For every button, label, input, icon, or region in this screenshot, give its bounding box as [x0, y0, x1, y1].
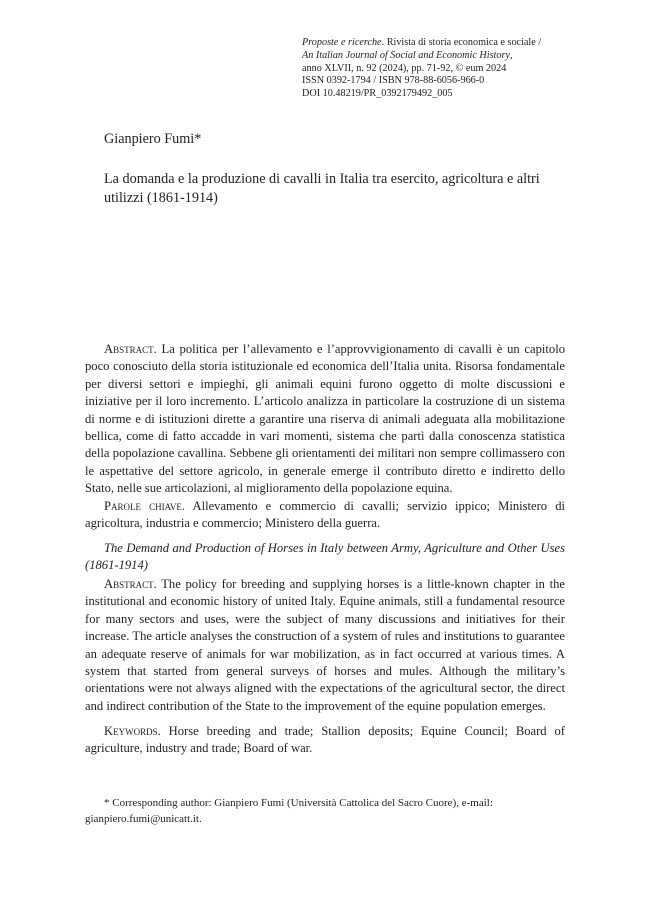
keywords-italian — [85, 498, 565, 533]
author-name: Gianpiero Fumi* — [104, 131, 202, 147]
journal-title-en: An Italian Journal of Social and Economic History — [302, 49, 510, 61]
journal-line-1 — [302, 37, 622, 50]
journal-header — [302, 37, 622, 101]
journal-description: . Rivista di storia economica e sociale / — [381, 37, 542, 48]
keywords-label-en: Keywords. — [104, 724, 161, 738]
abstract-text-en: The policy for breeding and supplying horses is a little-known chapter in the institutional and economic history of united Italy. Equine animals, still a fundamental resource for many sectors and uses, were the subject of many discussions and initiatives for their increase. The article analyses the construction of a system of rules and institutions to guarantee an adequate reserve of animals for war mobilization, as in fact occurred at various times. A system that started from general surveys of horses and mules. Although the military’s orientations were not always aligned with the expectations of the agricultural sector, the direct and indirect contribution of the State to the improvement of the equine population emerges. — [85, 577, 565, 713]
journal-line-2: An Italian Journal of Social and Economic History, — [302, 49, 513, 61]
journal-issue: anno XLVII, n. 92 (2024), pp. 71-92, © eum 2024 — [302, 62, 507, 74]
abstract-text: La politica per l’allevamento e l’approvvigionamento di cavalli è un capitolo poco conosciuto della storia istituzionale ed economica dell’Italia unita. Risorsa fondamentale per diversi settori e impieghi, gli animali equini furono oggetto di molte discussioni e iniziative per il loro incremento. L’articolo analizza in particolare la costruzione di un sistema di norme e di istituzioni dirette a garantire una riserva di animali adeguata alla mobilitazione bellica, come di fatto accadde in vari momenti, sistema che partì dalla conoscenza statistica della popolazione cavallina. Sebbene gli orientamenti dei militari non sempre collimassero con le aspettative del settore agricolo, in generale emerge il contributo diretto e indiretto dello Stato, nelle sue articolazioni, al miglioramento della popolazione equina. — [85, 342, 565, 496]
keywords-text: Allevamento e commercio di cavalli; servizio ippico; Ministero di agricoltura, industria e commercio; Ministero della guerra. — [85, 499, 565, 531]
keywords-english — [85, 723, 565, 758]
english-title: The Demand and Production of Horses in Italy between Army, Agriculture and Other Uses (1861-1914) — [85, 541, 565, 573]
keywords-text-en: Horse breeding and trade; Stallion deposits; Equine Council; Board of agriculture, industry and trade; Board of war. — [85, 724, 565, 756]
abstract-italian — [85, 341, 565, 498]
journal-doi: DOI 10.48219/PR_0392179492_005 — [302, 88, 453, 100]
abstract-english — [85, 576, 565, 715]
journal-title: Proposte e ricerche — [302, 37, 382, 48]
footnote-marker: * — [104, 797, 110, 809]
abstract-label-en: Abstract. — [104, 577, 157, 591]
footnote-text: Corresponding author: Gianpiero Fumi (Università Cattolica del Sacro Cuore), e-mail: gianpiero.fumi@unicatt.it. — [85, 797, 493, 825]
footnote — [85, 796, 565, 827]
journal-issn: ISSN 0392-1794 / ISBN 978-88-6056-966-0 — [302, 75, 485, 87]
article-title: La domanda e la produzione di cavalli in Italia tra esercito, agricoltura e altri utilizzi (1861-1914) — [104, 171, 540, 206]
keywords-label: Parole chiave. — [104, 499, 186, 513]
abstract-label: Abstract. — [104, 342, 157, 356]
